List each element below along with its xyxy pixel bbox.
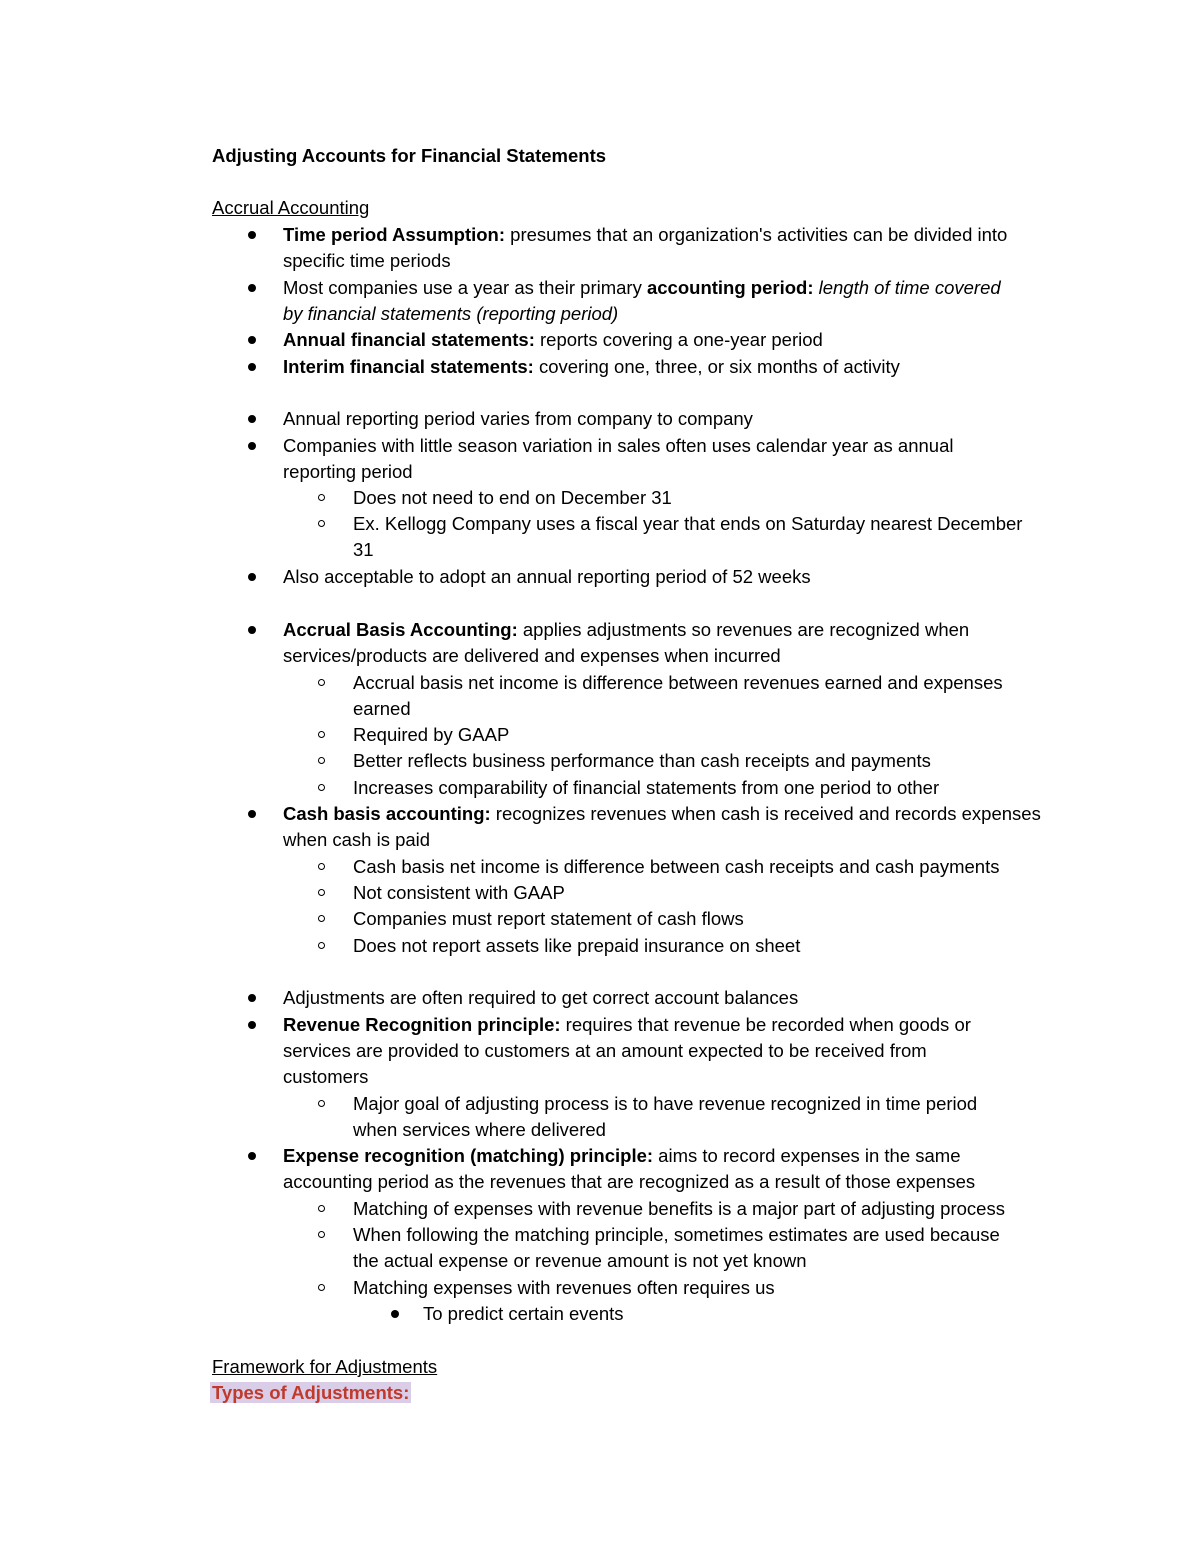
sub-bullet-icon [318,679,325,686]
sub-bullet-icon [318,1231,325,1238]
sub-bullet-icon [318,915,325,922]
list-item-annual-varies: Annual reporting period varies from company to company [283,408,753,429]
bullet-icon [248,994,256,1002]
section-heading-framework: Framework for Adjustments [212,1356,438,1377]
bullet-icon [248,415,256,423]
list-item-season-variation: Companies with little season variation in sales often uses calendar year as annual [283,435,954,456]
sub-item-requires-us: Matching expenses with revenues often requires us [353,1277,775,1298]
sub-bullet-icon [318,731,325,738]
sub-item-better-reflects: Better reflects business performance than cash receipts and payments [353,750,931,771]
bullet-icon [248,626,256,634]
sub-item-cash-flows: Companies must report statement of cash flows [353,908,744,929]
list-item-accrual-basis: Accrual Basis Accounting: applies adjustments so revenues are recognized when [283,619,970,640]
list-item-time-period: Time period Assumption: presumes that an organization's activities can be divided into [283,224,1008,245]
bullet-icon [248,442,256,450]
list-item-continuation: customers [283,1066,369,1087]
list-item-continuation: services/products are delivered and expenses when incurred [283,645,781,666]
sub-bullet-icon [318,784,325,791]
sub-item-major-goal: Major goal of adjusting process is to have revenue recognized in time period [353,1093,978,1114]
sub-item-continuation: earned [353,698,411,719]
list-item-expense-recognition: Expense recognition (matching) principle: aims to record expenses in the same [283,1145,961,1166]
sub-item-december: Does not need to end on December 31 [353,487,672,508]
list-item-revenue-recognition: Revenue Recognition principle: requires that revenue be recorded when goods or [283,1014,971,1035]
list-item-accounting-period: Most companies use a year as their primary accounting period: length of time covered [283,277,1001,298]
bullet-icon [248,231,256,239]
sub-item-continuation: when services where delivered [353,1119,606,1140]
bullet-icon [248,363,256,371]
sub-bullet-icon [318,1100,325,1107]
bullet-icon [248,810,256,818]
sub-item-matching-major: Matching of expenses with revenue benefits is a major part of adjusting process [353,1198,1005,1219]
bullet-icon [248,1152,256,1160]
list-item-continuation: specific time periods [283,250,451,271]
bullet-icon [248,336,256,344]
sub-bullet-icon [318,1205,325,1212]
list-item-continuation: by financial statements (reporting period) [283,303,619,324]
bullet-icon [391,1310,399,1318]
sub-bullet-icon [318,520,325,527]
list-item-annual-statements: Annual financial statements: reports covering a one-year period [283,329,823,350]
types-of-adjustments-heading: Types of Adjustments: [212,1382,410,1403]
sub-bullet-icon [318,942,325,949]
bullet-icon [248,284,256,292]
document-title: Adjusting Accounts for Financial Statements [212,145,607,166]
sub-bullet-icon [318,494,325,501]
sub-bullet-icon [318,863,325,870]
sub-item-continuation: the actual expense or revenue amount is not yet known [353,1250,807,1271]
sub-item-required-gaap: Required by GAAP [353,724,510,745]
list-item-adjustments-required: Adjustments are often required to get correct account balances [283,987,799,1008]
list-item-interim-statements: Interim financial statements: covering one, three, or six months of activity [283,356,900,377]
sub-bullet-icon [318,889,325,896]
list-item-continuation: reporting period [283,461,413,482]
sub-item-prepaid: Does not report assets like prepaid insurance on sheet [353,935,801,956]
list-item-continuation: services are provided to customers at an amount expected to be received from [283,1040,927,1061]
sub-item-cash-net-income: Cash basis net income is difference between cash receipts and cash payments [353,856,1000,877]
sub-item-continuation: 31 [353,539,374,560]
bullet-icon [248,573,256,581]
list-item-52-weeks: Also acceptable to adopt an annual reporting period of 52 weeks [283,566,811,587]
sub-sub-item-predict-events: To predict certain events [423,1303,624,1324]
sub-item-not-gaap: Not consistent with GAAP [353,882,565,903]
bullet-icon [248,1021,256,1029]
list-item-continuation: when cash is paid [283,829,431,850]
sub-bullet-icon [318,1284,325,1291]
list-item-cash-basis: Cash basis accounting: recognizes revenues when cash is received and records expenses [283,803,1041,824]
sub-bullet-icon [318,757,325,764]
list-item-continuation: accounting period as the revenues that are recognized as a result of those expenses [283,1171,976,1192]
sub-item-kellogg: Ex. Kellogg Company uses a fiscal year that ends on Saturday nearest December [353,513,1023,534]
sub-item-estimates: When following the matching principle, sometimes estimates are used because [353,1224,1000,1245]
sub-item-accrual-net-income: Accrual basis net income is difference between revenues earned and expenses [353,672,1003,693]
section-heading-accrual-accounting: Accrual Accounting [212,197,370,218]
sub-item-comparability: Increases comparability of financial statements from one period to other [353,777,940,798]
